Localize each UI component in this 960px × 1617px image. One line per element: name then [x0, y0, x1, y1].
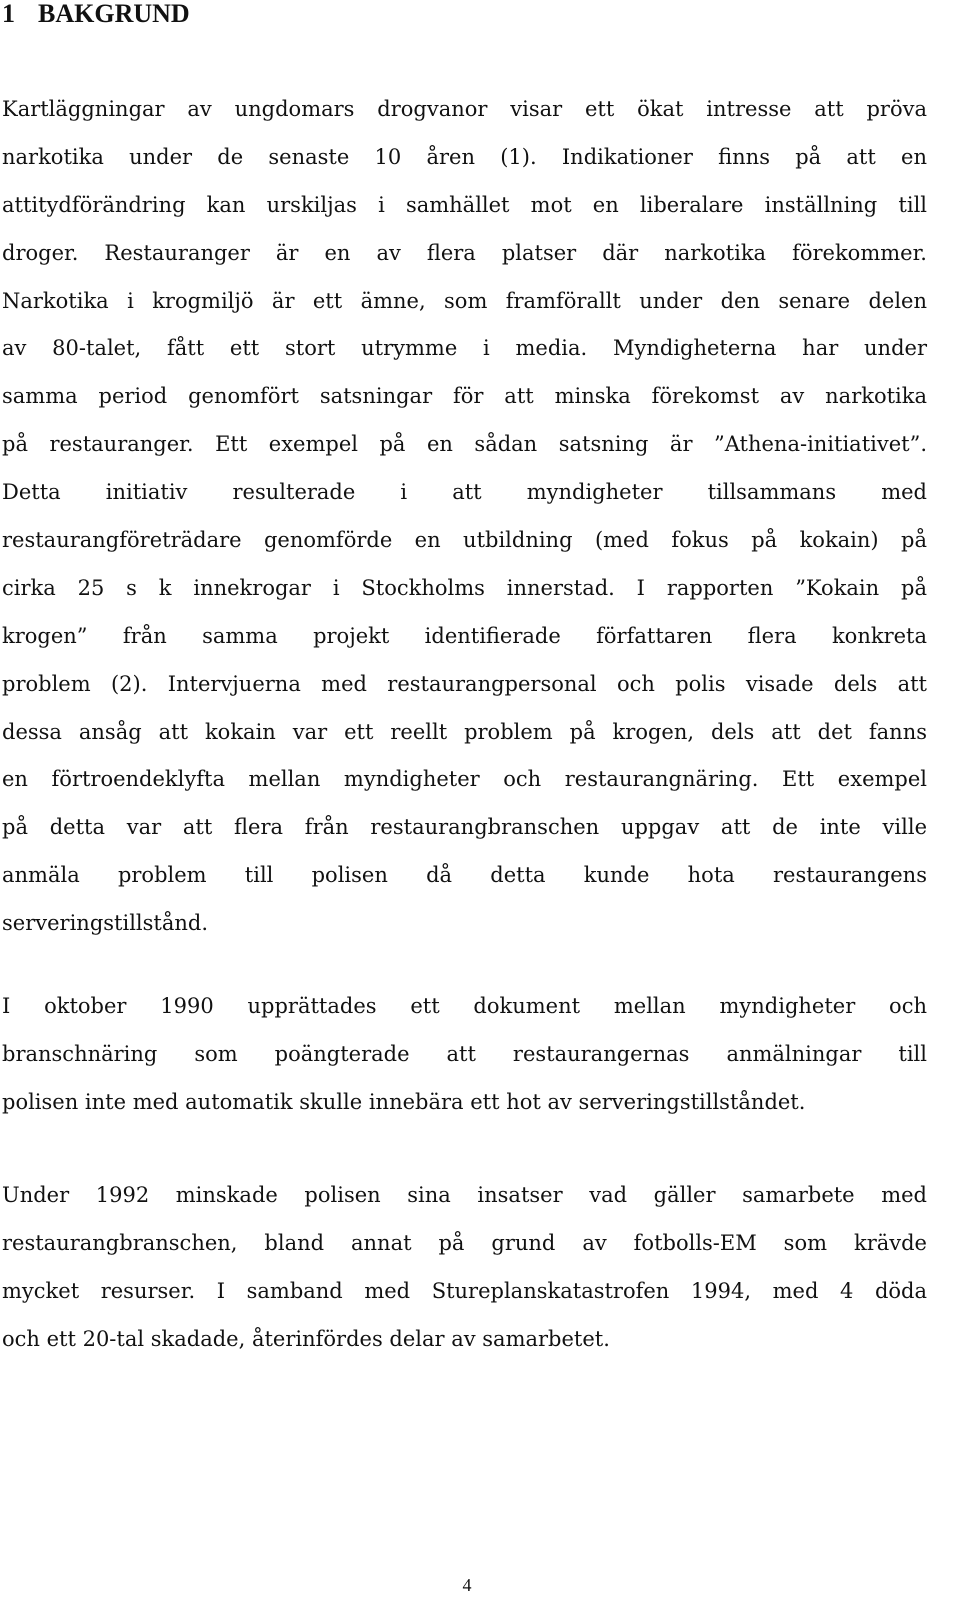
text-line: mycket resurser. I samband med Stureplanskatastrofen 1994, med 4 döda	[2, 1278, 927, 1303]
text-line: I oktober 1990 upprättades ett dokument mellan myndigheter och	[2, 994, 927, 1018]
text-line: en förtroendeklyfta mellan myndigheter och restaurangnäring. Ett exempel	[2, 767, 927, 792]
text-line: restaurangbranschen, bland annat på grund av fotbolls-EM som krävde	[2, 1230, 927, 1255]
text-line: Narkotika i krogmiljö är ett ämne, som framförallt under den senare delen	[2, 288, 927, 313]
paragraph-october-1990	[2, 983, 927, 1127]
text-line: Kartläggningar av ungdomars drogvanor visar ett ökat intresse att pröva	[2, 97, 927, 121]
paragraph-1992	[2, 1172, 927, 1364]
text-line: dessa ansåg att kokain var ett reellt problem på krogen, dels att det fanns	[2, 719, 927, 744]
text-line: attitydförändring kan urskiljas i samhället mot en liberalare inställning till	[2, 192, 927, 217]
section-title: BAKGRUND	[38, 0, 190, 28]
text-line: på restauranger. Ett exempel på en sådan satsning är ”Athena-initiativet”.	[2, 432, 927, 457]
text-line: Under 1992 minskade polisen sina insatser vad gäller samarbete med	[2, 1183, 927, 1207]
text-line: branschnäring som poängterade att restaurangernas anmälningar till	[2, 1041, 927, 1066]
text-line: på detta var att flera från restaurangbranschen uppgav att de inte ville	[2, 815, 927, 840]
section-number: 1	[2, 0, 15, 28]
text-line: Detta initiativ resulterade i att myndigheter tillsammans med	[2, 480, 927, 505]
text-line: serveringstillstånd.	[2, 911, 209, 936]
page-number: 4	[462, 1575, 472, 1595]
text-line: problem (2). Intervjuerna med restaurangpersonal och polis visade dels att	[2, 671, 927, 696]
text-line: krogen” från samma projekt identifierade författaren flera konkreta	[2, 623, 927, 648]
text-line: samma period genomfört satsningar för att minska förekomst av narkotika	[2, 384, 927, 409]
text-line: och ett 20-tal skadade, återinfördes delar av samarbetet.	[2, 1326, 610, 1351]
text-line: narkotika under de senaste 10 åren (1). Indikationer finns på att en	[2, 144, 927, 169]
section-heading	[2, 0, 190, 31]
paragraph-background	[2, 86, 927, 948]
text-line: anmäla problem till polisen då detta kunde hota restaurangens	[2, 863, 927, 888]
text-line: restaurangföreträdare genomförde en utbildning (med fokus på kokain) på	[2, 528, 927, 553]
text-line: polisen inte med automatik skulle innebära ett hot av serveringstillståndet.	[2, 1089, 806, 1114]
text-line: droger. Restauranger är en av flera platser där narkotika förekommer.	[2, 240, 927, 265]
text-line: cirka 25 s k innekrogar i Stockholms innerstad. I rapporten ”Kokain på	[2, 575, 927, 600]
text-line: av 80-talet, fått ett stort utrymme i media. Myndigheterna har under	[2, 336, 927, 361]
